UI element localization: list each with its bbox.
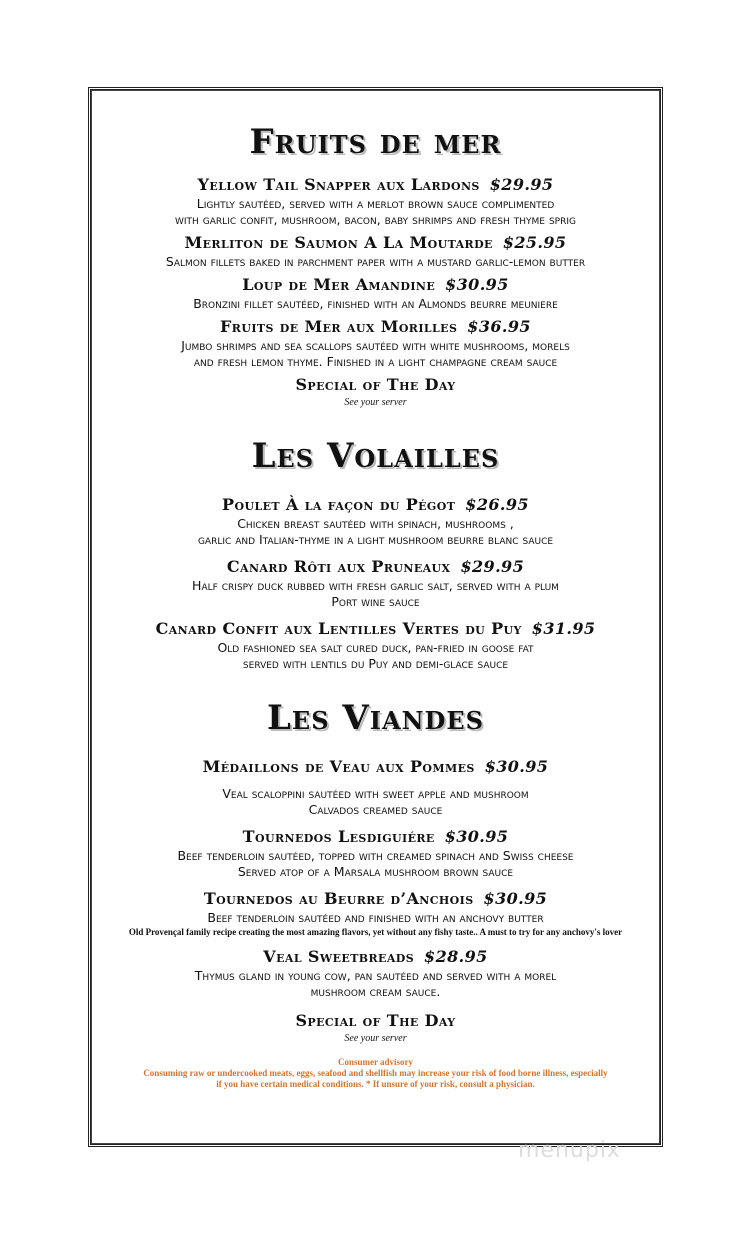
dish-description: Beef tenderloin sautéed and finished with an anchovy butter (207, 910, 544, 925)
dish (92, 946, 659, 1000)
dish-name: Médaillons de Veau aux Pommes (202, 757, 475, 776)
special-note: See your server (344, 397, 407, 408)
dish-price: $36.95 (467, 317, 531, 336)
special-title: Special of The Day (295, 1011, 456, 1030)
dish-description: Bronzini fillet sautéed, finished with an Almonds beurre meuniere (193, 296, 558, 311)
dish-description: Chicken breast sautéed with spinach, mushrooms , garlic and Italian-thyme in a light mushroom beurre blanc sauce (197, 516, 554, 547)
special-note: See your server (344, 1033, 407, 1044)
dish-name: Poulet À la façon du Pégot (222, 495, 456, 514)
dish-price: $30.95 (445, 275, 509, 294)
advisory-text: Consuming raw or undercooked meats, eggs, seafood and shellfish may increase your risk of food borne illness, especially if you have certain medical conditions. * If unsure of your risk, consult a physician. (143, 1068, 608, 1089)
dish-description: Beef tenderloin sautéed, topped with creamed spinach and Swiss cheese Served atop of a Marsala mushroom brown sauce (177, 848, 574, 879)
dish-description: Veal scaloppini sautéed with sweet apple and mushroom Calvados creamed sauce (222, 786, 529, 817)
dish (92, 316, 659, 370)
dish-description: Half crispy duck rubbed with fresh garlic salt, served with a plum Port wine sauce (192, 578, 559, 609)
dish (92, 232, 659, 270)
dish-description: Salmon fillets baked in parchment paper with a mustard garlic-lemon butter (165, 254, 586, 269)
dish-name: Canard Rôti aux Pruneaux (226, 557, 451, 576)
dish (92, 274, 659, 312)
special-of-the-day (92, 374, 659, 410)
dish (92, 174, 659, 228)
dish-price: $30.95 (484, 757, 549, 776)
dish-name: Canard Confit aux Lentilles Vertes du Puy (155, 619, 522, 638)
advisory-title: Consumer advisory (337, 1057, 414, 1067)
section-title: Fruits de mer (249, 122, 502, 162)
section-les-viandes (92, 696, 659, 1046)
dish (92, 826, 659, 880)
dish-name: Yellow Tail Snapper aux Lardons (197, 175, 480, 194)
dish-name: Tournedos Lesdiguiére (242, 827, 435, 846)
consumer-advisory (92, 1056, 659, 1090)
dish (92, 756, 659, 818)
dish-name: Veal Sweetbreads (263, 947, 415, 966)
dish-price: $25.95 (502, 233, 567, 252)
section-title: Les Volailles (251, 436, 500, 476)
section-title: Les Viandes (267, 698, 484, 738)
dish-name: Tournedos au Beurre d’Anchois (203, 889, 474, 908)
watermark: menupix (518, 1138, 621, 1163)
dish-price: $29.95 (460, 557, 525, 576)
dish-description: Old fashioned sea salt cured duck, pan-fried in goose fat served with lentils du Puy and demi-glace sauce (217, 640, 534, 671)
special-title: Special of The Day (295, 375, 456, 394)
dish-footnote: Old Provençal family recipe creating the most amazing flavors, yet without any fishy taste.. A must to try for any anchovy's lover (128, 927, 623, 937)
dish-price: $29.95 (489, 175, 554, 194)
dish-price: $31.95 (531, 619, 596, 638)
special-of-the-day (92, 1010, 659, 1046)
section-les-volailles (92, 434, 659, 672)
dish-name: Merliton de Saumon A La Moutarde (184, 233, 493, 252)
dish-price: $30.95 (444, 827, 509, 846)
dish (92, 888, 659, 938)
menu-content (92, 112, 659, 1090)
dish-price: $30.95 (483, 889, 548, 908)
dish (92, 494, 659, 548)
dish-price: $28.95 (424, 947, 488, 966)
dish-name: Loup de Mer Amandine (242, 275, 436, 294)
dish (92, 556, 659, 610)
section-fruits-de-mer (92, 120, 659, 410)
dish-description: Lightly sautéed, served with a merlot brown sauce complimented with garlic confit, mushroom, bacon, baby shrimps and fresh thyme sprig (175, 196, 576, 227)
dish-description: Thymus gland in young cow, pan sautéed and served with a morel mushroom cream sauce. (194, 968, 557, 999)
dish-description: Jumbo shrimps and sea scallops sautéed with white mushrooms, morels and fresh lemon thyme. Finished in a light champagne cream sauce (181, 338, 570, 369)
dish-name: Fruits de Mer aux Morilles (220, 317, 458, 336)
dish (92, 618, 659, 672)
dish-price: $26.95 (465, 495, 529, 514)
